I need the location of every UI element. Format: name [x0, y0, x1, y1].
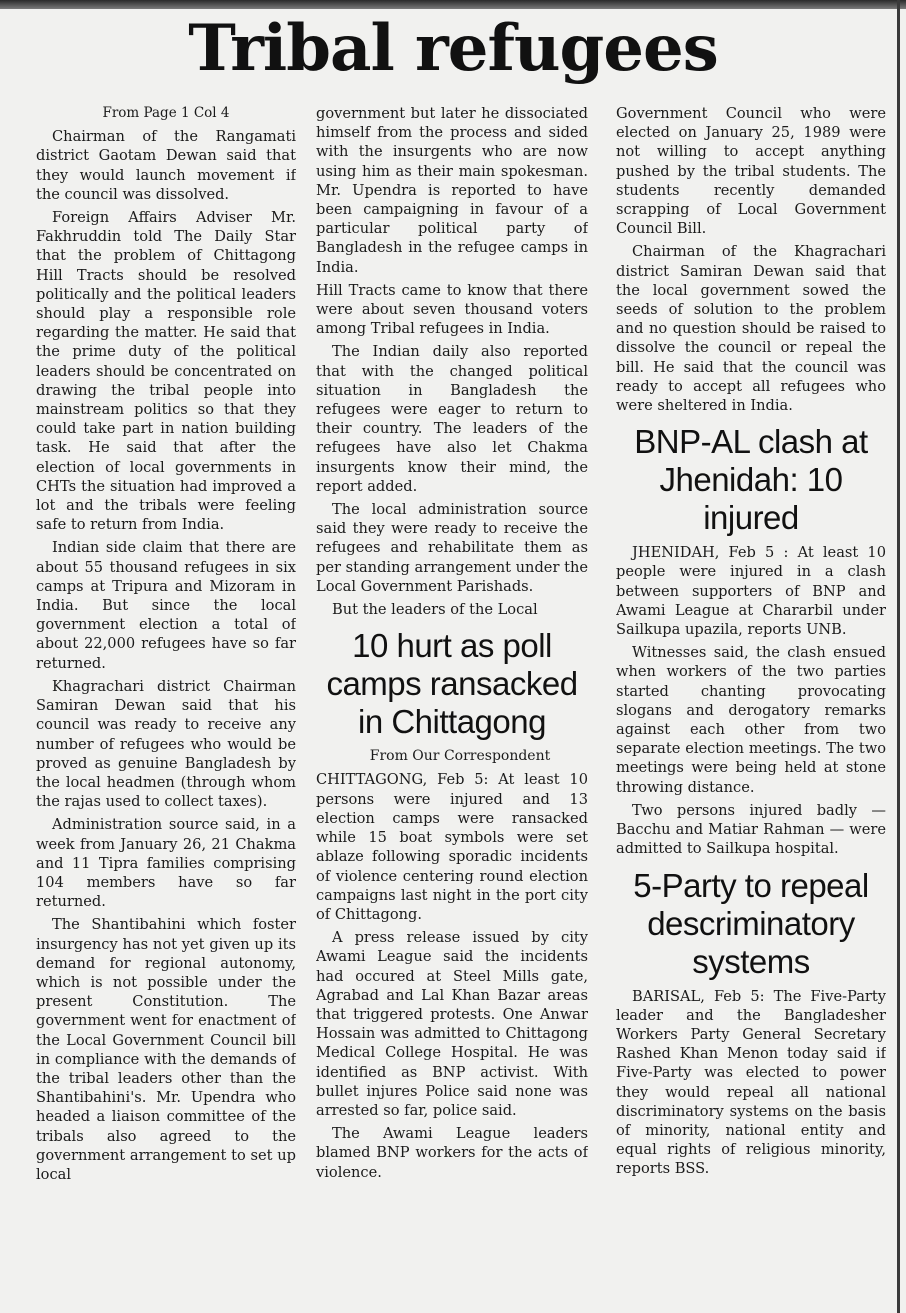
paragraph: Hill Tracts came to know that there were about seven thousand voters among Tribal refugees in India. — [316, 281, 588, 338]
paragraph: Khagrachari district Chairman Samiran Dewan said that his council was ready to receive any number of refugees who would be proved as genuine Bangladesh by the local headmen (through whom the rajas used to collect taxes). — [36, 677, 296, 811]
continuation-kicker: From Page 1 Col 4 — [102, 105, 230, 121]
right-column-rule — [897, 0, 900, 1313]
column-2 — [316, 104, 588, 1304]
paragraph: Indian side claim that there are about 55 thousand refugees in six camps at Tripura and Mizoram in India. But since the local government election a total of about 22,000 refugees have so far returned. — [36, 539, 296, 672]
paragraph: But the leaders of the Local — [332, 601, 538, 619]
paragraph: The Awami League leaders blamed BNP workers for the acts of violence. — [316, 1125, 588, 1181]
paragraph: Chairman of the Khagrachari district Samiran Dewan said that the local government sowed the seeds of solution to the problem and no question should be raised to dissolve the council or repeal the bill. He said that the council was ready to accept all refugees who were sheltered in India. — [616, 243, 886, 415]
paragraph: The local administration source said they were ready to receive the refugees and rehabilitate them as per standing arrangement under the Local Government Parishads. — [316, 501, 588, 595]
column-1 — [36, 104, 296, 1304]
paragraph: CHITTAGONG, Feb 5: At least 10 persons were injured and 13 election camps were ransacked while 15 boat symbols were set ablaze following sporadic incidents of violence centering round election campaigns last night in the port city of Chittagong. — [316, 771, 588, 923]
paragraph: government but later he dissociated himself from the process and sided with the insurgents who are now using him as their main spokesman. Mr. Upendra is reported to have been campaigning in favour of a particular political party of Bangladesh in the refugee camps in India. — [316, 105, 588, 276]
story-headline-five-party: 5-Party to repeal descriminatory systems — [633, 866, 869, 980]
paragraph: Witnesses said, the clash ensued when workers of the two parties started chanting provocating slogans and derogatory remarks against each other from two separate election meetings. The two meetings were being held at stone throwing distance. — [616, 644, 886, 796]
story-headline-jhenidah: BNP-AL clash at Jhenidah: 10 injured — [634, 423, 868, 537]
story-headline-chittagong: 10 hurt as poll camps ransacked in Chittagong — [326, 627, 578, 741]
paragraph: JHENIDAH, Feb 5 : At least 10 people were injured in a clash between supporters of BNP and Awami League at Chararbil under Sailkupa upazila, reports UNB. — [616, 544, 886, 639]
paragraph: BARISAL, Feb 5: The Five-Party leader and the Bangladesher Workers Party General Secretary Rashed Khan Menon today said if Five-Party was elected to power they would repeal all national discriminatory systems on the basis of minority, national entity and equal rights of religious minority, reports BSS. — [616, 987, 886, 1178]
paragraph: Chairman of the Rangamati district Gaotam Dewan said that they would launch movement if the council was dissolved. — [36, 128, 296, 203]
column-3 — [616, 104, 886, 1304]
paragraph: Two persons injured badly — Bacchu and Matiar Rahman — were admitted to Sailkupa hospital. — [616, 801, 886, 858]
paragraph: A press release issued by city Awami League said the incidents had occured at Steel Mills gate, Agrabad and Lal Khan Bazar areas that triggered protests. One Anwar Hossain was admitted to Chittagong Medical College Hospital. He was identified as BNP activist. With bullet injures Police said none was arrested so far, police said. — [316, 929, 588, 1119]
paragraph: Government Council who were elected on January 25, 1989 were not willing to accept anything pushed by the tribal students. The students recently demanded scrapping of Local Government Council Bill. — [616, 105, 886, 238]
main-headline: Tribal refugees — [188, 11, 718, 86]
paragraph: Administration source said, in a week from January 26, 21 Chakma and 11 Tipra families comprising 104 members have so far returned. — [36, 816, 296, 911]
paragraph: The Shantibahini which foster insurgency has not yet given up its demand for regional autonomy, which is not possible under the present Constitution. The government went for enactment of the Local Government Council bill in compliance with the demands of the tribal leaders other than the Shantibahini's. Mr. Upendra who headed a liaison committee of the tribals also agreed to the government arrangement to set up local — [36, 916, 296, 1183]
paragraph: The Indian daily also reported that with the changed political situation in Bangladesh the refugees were eager to return to their country. The leaders of the refugees have also let Chakma insurgents know their mind, the report added. — [316, 343, 588, 495]
byline: From Our Correspondent — [369, 748, 551, 765]
paragraph: Foreign Affairs Adviser Mr. Fakhruddin told The Daily Star that the problem of Chittagong Hill Tracts should be resolved politically and the political leaders should play a responsible role regarding the matter. He said that the prime duty of the political leaders should be concentrated on drawing the tribal people into mainstream politics so that they could take part in nation building task. He said that after the election of local governments in CHTs the situation had improved a lot and the tribals were feeling safe to return from India. — [36, 209, 296, 534]
